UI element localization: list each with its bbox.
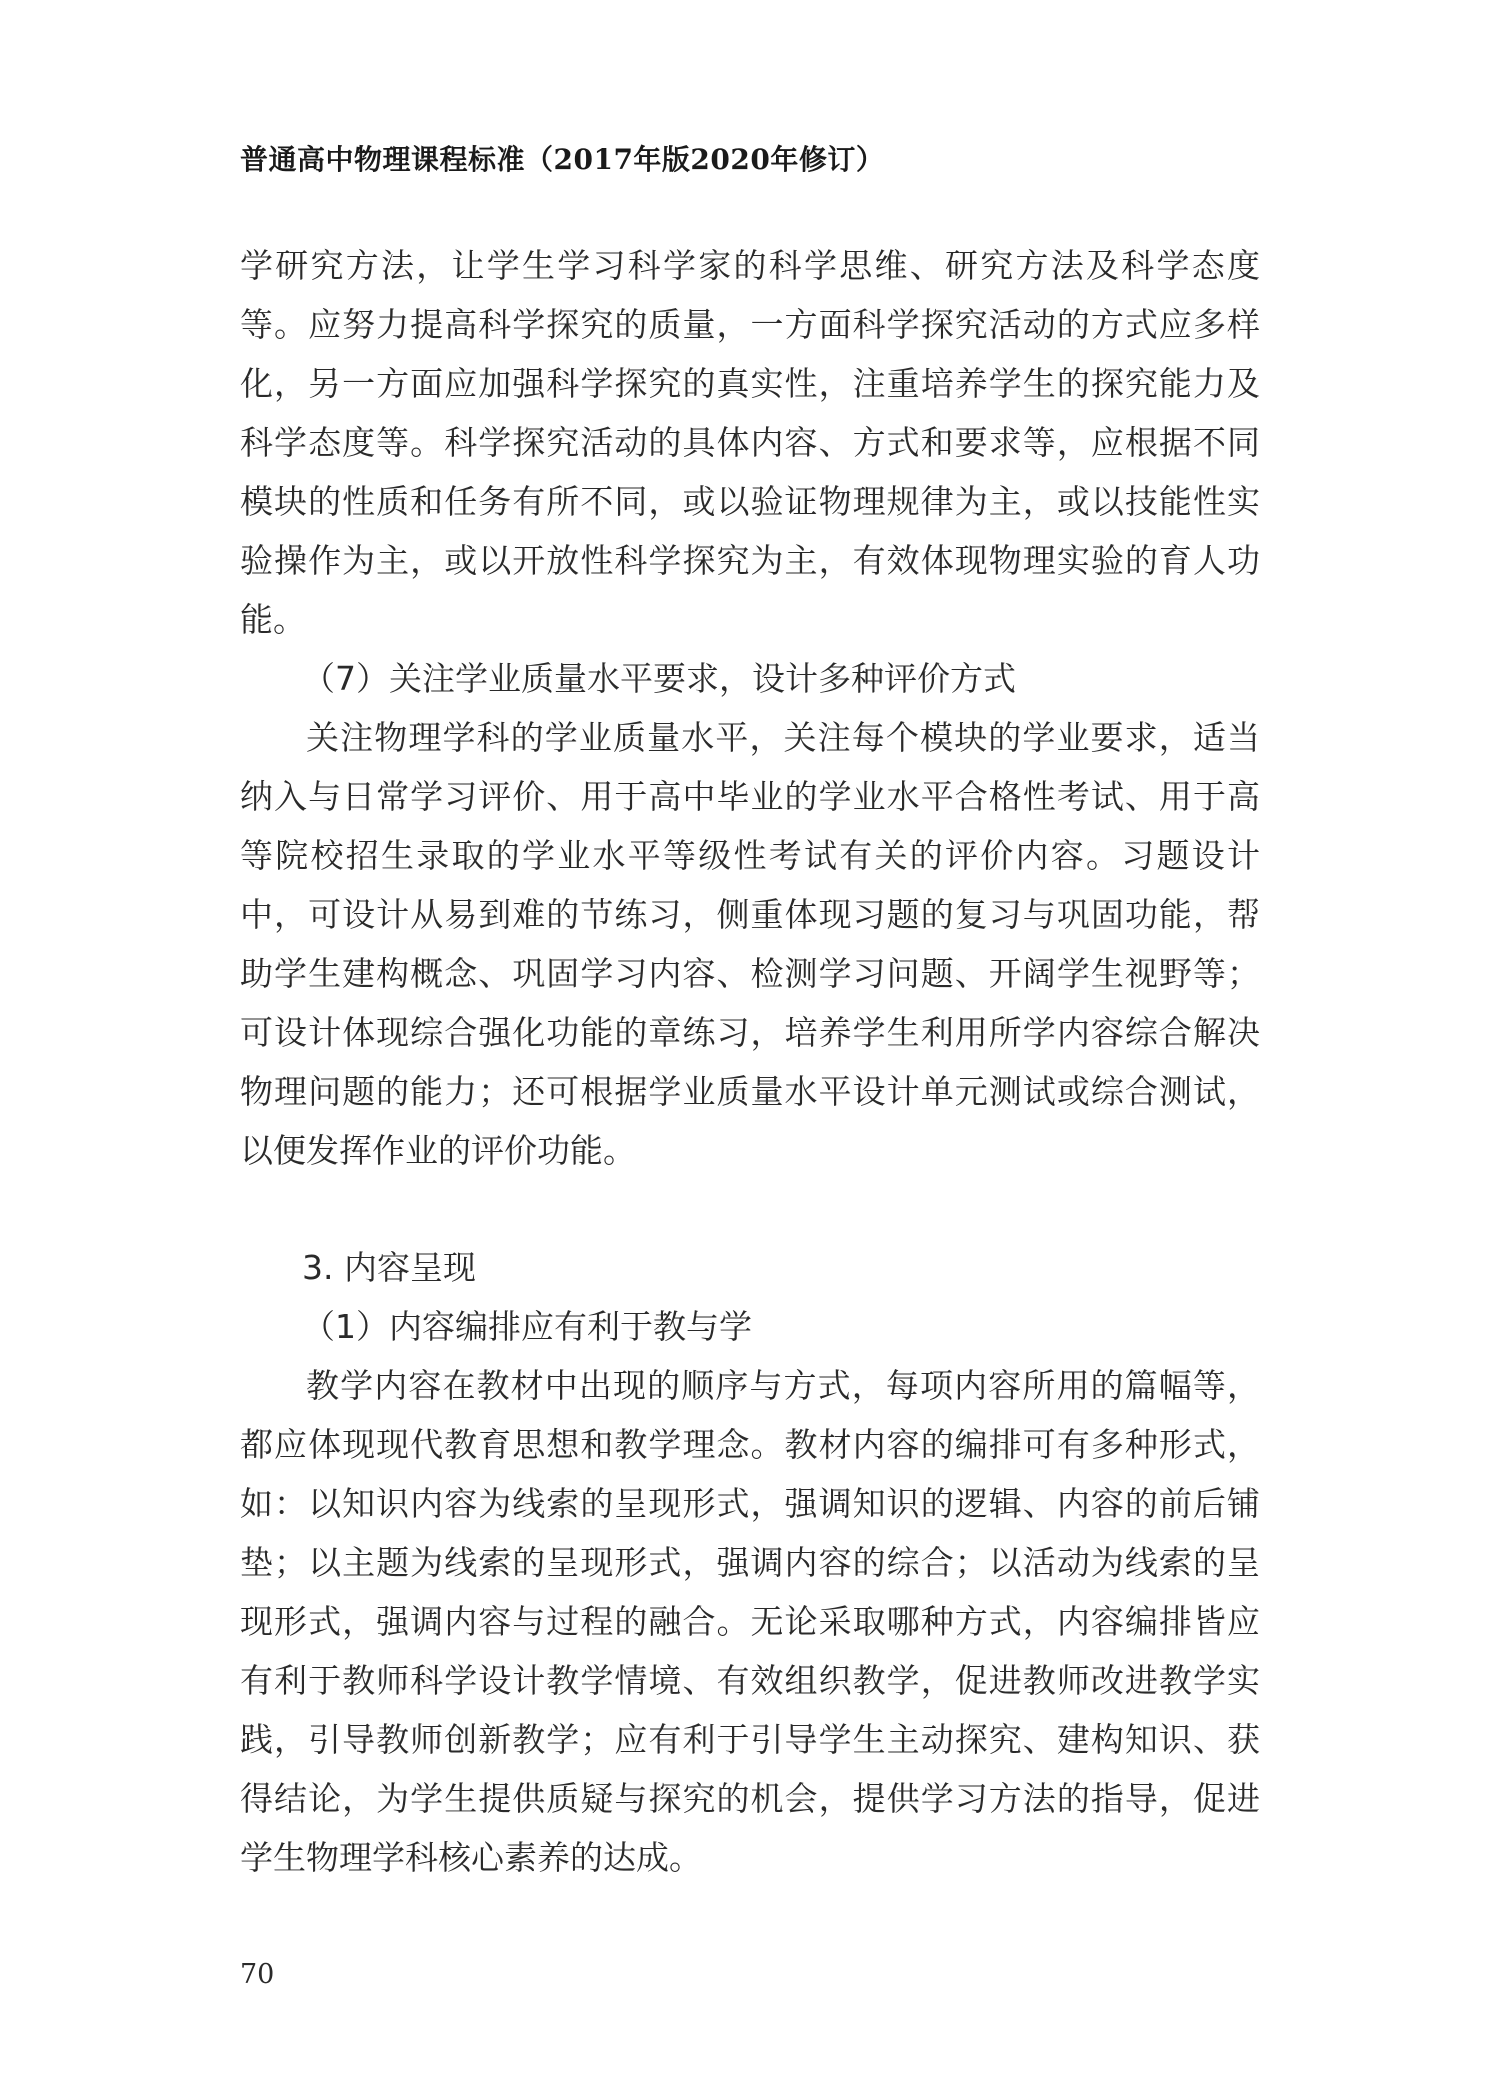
body-text [240,236,1260,1887]
subheading-1: （1）内容编排应有利于教与学 [302,1307,752,1346]
running-header-title: 普通高中物理课程标准（2017年版2020年修订） [240,143,885,176]
paragraph-7: 关注物理学科的学业质量水平，关注每个模块的学业要求，适当纳入与日常学习评价、用于高中毕业的学业水平合格性考试、用于高等院校招生录取的学业水平等级性考试有关的评价内容。习题设计中，可设计从易到难的节练习，侧重体现习题的复习与巩固功能，帮助学生建构概念、巩固学习内容、检测学习问题、开阔学生视野等；可设计体现综合强化功能的章练习，培养学生利用所学内容综合解决物理问题的能力；还可根据学业质量水平设计单元测试或综合测试，以便发挥作业的评价功能。 [240,718,1260,1170]
paragraph-1: 教学内容在教材中出现的顺序与方式，每项内容所用的篇幅等，都应体现现代教育思想和教学理念。教材内容的编排可有多种形式，如：以知识内容为线索的呈现形式，强调知识的逻辑、内容的前后铺垫；以主题为线索的呈现形式，强调内容的综合；以活动为线索的呈现形式，强调内容与过程的融合。无论采取哪种方式，内容编排皆应有利于教师科学设计教学情境、有效组织教学，促进教师改进教学实践，引导教师创新教学；应有利于引导学生主动探究、建构知识、获得结论，为学生提供质疑与探究的机会，提供学习方法的指导，促进学生物理学科核心素养的达成。 [240,1366,1260,1877]
subheading-7: （7）关注学业质量水平要求，设计多种评价方式 [302,659,1016,698]
paragraph-continued: 学研究方法，让学生学习科学家的科学思维、研究方法及科学态度等。应努力提高科学探究的质量，一方面科学探究活动的方式应多样化，另一方面应加强科学探究的真实性，注重培养学生的探究能力及科学态度等。科学探究活动的具体内容、方式和要求等，应根据不同模块的性质和任务有所不同，或以验证物理规律为主，或以技能性实验操作为主，或以开放性科学探究为主，有效体现物理实验的育人功能。 [240,246,1260,639]
section-heading-3: 3. 内容呈现 [302,1248,476,1287]
page-number: 70 [240,1959,275,1990]
